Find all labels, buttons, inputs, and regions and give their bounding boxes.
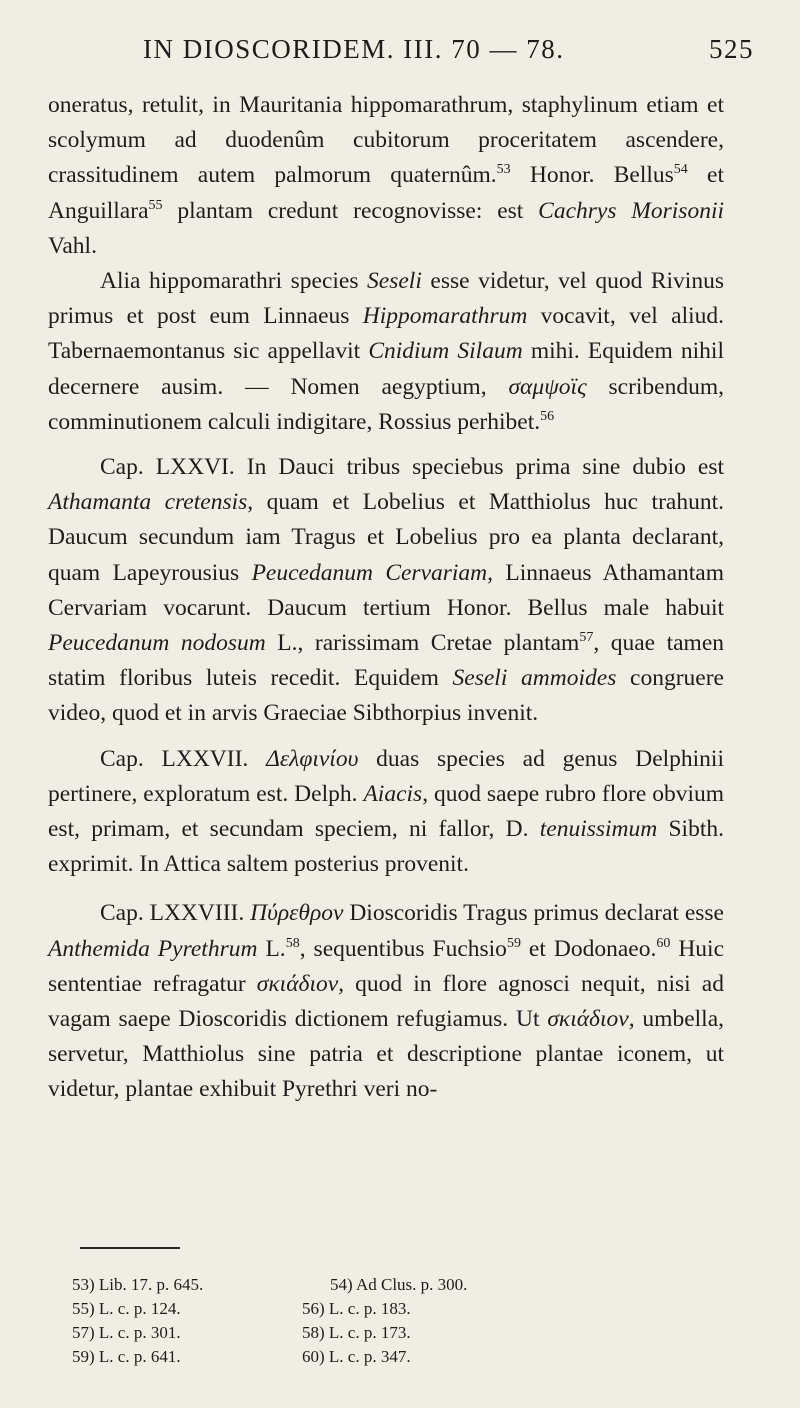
italic-term: σκιάδιον, bbox=[256, 970, 345, 997]
text-run: Cap. LXXVIII. bbox=[100, 900, 251, 927]
paragraph bbox=[48, 896, 724, 1107]
main-text bbox=[48, 88, 724, 1108]
footnote: 57) L. c. p. 301. bbox=[72, 1323, 181, 1342]
text-run: , quam et Lobelius et Matthiolus huc trahunt. Daucum secundum iam Tragus et Lobelius pro ea planta declarant, quam Lapeyrousius bbox=[48, 489, 724, 586]
footnote: 53) Lib. 17. p. 645. bbox=[72, 1275, 204, 1294]
footnote-ref: 60 bbox=[656, 935, 671, 951]
italic-term: σαμψοϊς bbox=[508, 373, 587, 400]
text-run: Vahl. bbox=[48, 232, 97, 259]
text-run: Huic sententiae refragatur bbox=[48, 935, 725, 997]
running-header bbox=[48, 34, 752, 74]
paragraph bbox=[48, 742, 724, 883]
footnote-ref: 55 bbox=[148, 197, 163, 213]
paragraph bbox=[48, 264, 724, 440]
italic-term: Aiacis bbox=[363, 780, 423, 807]
footnote: 54) Ad Clus. p. 300. bbox=[330, 1275, 468, 1294]
text-run: plantam credunt recognovisse: est bbox=[162, 197, 539, 224]
running-title: IN DIOSCORIDEM. III. 70 — 78. bbox=[143, 34, 565, 64]
text-run: , sequentibus Fuchsio bbox=[299, 935, 507, 962]
footnote-ref: 59 bbox=[506, 935, 521, 951]
text-run: , quae tamen statim floribus luteis recedit. Equidem bbox=[48, 630, 725, 692]
italic-term: σκιάδιον, bbox=[547, 1006, 635, 1033]
text-run: Cap. LXXVII. bbox=[100, 745, 267, 772]
text-run: umbella, servetur, Matthiolus sine patria et descriptione plantae iconem, ut videtur, plantae exhibuit Pyrethri veri no- bbox=[48, 1006, 724, 1103]
footnote-rule bbox=[80, 1247, 180, 1249]
text-run: L. bbox=[257, 935, 286, 962]
text-run: Sibth. exprimit. In Attica saltem posterius provenit. bbox=[48, 816, 724, 878]
footnote-ref: 57 bbox=[579, 630, 594, 646]
paragraph bbox=[48, 88, 724, 264]
footnote-ref: 54 bbox=[673, 162, 688, 178]
italic-term: Cnidium Silaum bbox=[368, 338, 523, 365]
italic-term: Anthemida Pyrethrum bbox=[48, 935, 258, 962]
text-run: Alia hippomarathri species bbox=[100, 268, 368, 295]
text-run: Linnaeus Athamantam Cervariam vocarunt. Daucum tertium Honor. Bellus male habuit bbox=[48, 559, 724, 621]
text-run: Honor. Bellus bbox=[510, 162, 674, 189]
text-run: quod in flore agnosci nequit, nisi ad vagam saepe Dioscoridis dictionem refugiamus. Ut bbox=[48, 970, 724, 1033]
text-run: vocavit, vel aliud. Tabernaemontanus sic appellavit bbox=[48, 303, 724, 365]
text-run: scribendum, comminutionem calculi indigitare, Rossius perhibet. bbox=[48, 373, 725, 435]
italic-term: tenuissimum bbox=[539, 816, 658, 843]
italic-term: Δελφινίου bbox=[266, 745, 359, 772]
footnote-ref: 53 bbox=[496, 162, 511, 178]
italic-term: Peucedanum nodosum bbox=[48, 630, 266, 657]
italic-term: Hippomarathrum bbox=[362, 303, 528, 330]
text-run: L., rarissimam Cretae plantam bbox=[265, 630, 580, 657]
footnote-ref: 58 bbox=[285, 935, 300, 951]
text-run: Cap. LXXVI. In Dauci tribus speciebus prima sine dubio est bbox=[100, 454, 724, 481]
text-run: esse videtur, vel quod Rivinus primus et post eum Linnaeus bbox=[48, 268, 724, 330]
italic-term: Cachrys Morisonii bbox=[538, 197, 725, 224]
text-run: Dioscoridis Tragus primus declarat esse bbox=[343, 900, 724, 927]
page-number: 525 bbox=[709, 34, 754, 64]
italic-term: Athamanta cretensis bbox=[48, 489, 248, 516]
text-run: et Anguillara bbox=[48, 162, 724, 224]
text-run: et Dodonaeo. bbox=[520, 935, 657, 962]
footnote: 56) L. c. p. 183. bbox=[302, 1299, 411, 1318]
footnote-ref: 56 bbox=[540, 408, 555, 424]
italic-term: Seseli ammoides bbox=[452, 665, 617, 692]
italic-term: Πύρεθρον bbox=[250, 900, 344, 927]
italic-term: Seseli bbox=[367, 268, 422, 295]
paragraph bbox=[48, 450, 724, 732]
text-run: duas species ad genus Delphinii pertinere, exploratum est. Delph. bbox=[48, 745, 724, 807]
footnote: 55) L. c. p. 124. bbox=[72, 1299, 181, 1318]
footnote: 59) L. c. p. 641. bbox=[72, 1347, 181, 1366]
footnote: 60) L. c. p. 347. bbox=[302, 1347, 411, 1366]
text-run: congruere video, quod et in arvis Graeciae Sibthorpius invenit. bbox=[48, 665, 724, 727]
text-run: oneratus, retulit, in Mauritania hippomarathrum, staphylinum etiam et scolymum ad duodenûm cubitorum proceritatem ascendere, crassitudinem autem palmorum quaternûm. bbox=[48, 92, 724, 189]
text-run: mihi. Equidem nihil decernere ausim. — Nomen aegyptium, bbox=[48, 338, 724, 400]
footnote: 58) L. c. p. 173. bbox=[302, 1323, 411, 1342]
text-run: , quod saepe rubro flore obvium est, primam, et secundam speciem, ni fallor, D. bbox=[48, 780, 724, 843]
italic-term: Peucedanum Cervariam, bbox=[251, 559, 494, 586]
